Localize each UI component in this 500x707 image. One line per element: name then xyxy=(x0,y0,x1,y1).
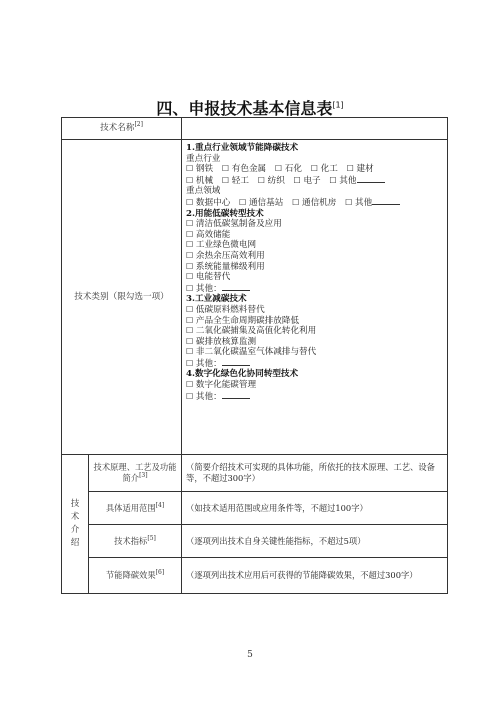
checkbox-icon[interactable]: ☐ xyxy=(274,164,283,174)
checkbox-icon[interactable]: ☐ xyxy=(329,175,337,185)
checkbox-icon[interactable]: ☐ xyxy=(186,175,194,185)
checkbox-icon[interactable]: ☐ xyxy=(186,197,194,207)
row-label-scope: 具体适用范围[4] xyxy=(89,492,182,525)
fill-blank[interactable] xyxy=(372,197,400,205)
category-1-sub1: 重点行业 xyxy=(186,153,221,164)
row-label-principle: 技术原理、工艺及功能简介[3] xyxy=(89,455,182,492)
category-4-title: 4.数字化绿色化协同转型技术 xyxy=(186,369,299,380)
category-2-option[interactable]: ☐ 工业绿色微电网 xyxy=(186,240,257,251)
checkbox-icon[interactable]: ☐ xyxy=(293,175,301,185)
row-content-scope[interactable]: （如技术适用范围或应用条件等，不超过100字） xyxy=(182,492,448,525)
category-3-option[interactable]: ☐ 其他： xyxy=(186,358,443,370)
fill-blank[interactable] xyxy=(222,283,250,291)
category-1-row1: ☐ 钢铁 ☐ 有色金属 ☐ 石化 ☐ 化工 ☐ 建材 xyxy=(186,164,374,175)
checkbox-icon[interactable]: ☐ xyxy=(186,283,194,293)
checkbox-icon[interactable]: ☐ xyxy=(186,272,194,282)
row-content-principle[interactable]: （简要介绍技术可实现的具体功能，所依托的技术原理、工艺、设备等，不超过300字） xyxy=(182,455,448,492)
tech-type-label: 技术类别（限勾选一项） xyxy=(62,140,182,455)
checkbox-icon[interactable]: ☐ xyxy=(186,358,194,368)
category-1-row2: ☐ 机械 ☐ 轻工 ☐ 纺织 ☐ 电子 ☐ 其他 xyxy=(186,175,443,187)
category-1-row3: ☐ 数据中心 ☐ 通信基站 ☐ 通信机房 ☐ 其他 xyxy=(186,197,443,209)
category-2-option[interactable]: ☐ 系统能量梯级利用 xyxy=(186,261,265,272)
checkbox-icon[interactable]: ☐ xyxy=(310,164,318,174)
row-label-effect: 节能降碳效果[6] xyxy=(89,558,182,594)
row-label-indicators: 技术指标[5] xyxy=(89,525,182,558)
checkbox-icon[interactable]: ☐ xyxy=(186,219,194,229)
category-3-option[interactable]: ☐ 非二氧化碳温室气体减排与替代 xyxy=(186,347,317,358)
checkbox-icon[interactable]: ☐ xyxy=(292,197,300,207)
checkbox-icon[interactable]: ☐ xyxy=(186,240,194,250)
info-table xyxy=(61,117,448,594)
fill-blank[interactable] xyxy=(357,175,385,183)
tech-name-label: 技术名称[2] xyxy=(62,118,182,140)
checkbox-icon[interactable]: ☐ xyxy=(186,250,194,260)
row-content-indicators[interactable]: （逐项列出技术自身关键性能指标，不超过5项） xyxy=(182,525,448,558)
tech-type-options xyxy=(182,140,448,455)
checkbox-icon[interactable]: ☐ xyxy=(186,326,194,336)
category-3-option[interactable]: ☐ 二氧化碳捕集及高值化转化利用 xyxy=(186,326,317,337)
tech-name-field[interactable] xyxy=(182,118,448,140)
category-3-option[interactable]: ☐ 碳排放核算监测 xyxy=(186,336,257,347)
row-content-effect[interactable]: （逐项列出技术应用后可获得的节能降碳效果，不超过300字） xyxy=(182,558,448,594)
checkbox-icon[interactable]: ☐ xyxy=(345,197,353,207)
checkbox-icon[interactable]: ☐ xyxy=(186,304,194,314)
page-title: 四、申报技术基本信息表[1] xyxy=(156,99,344,118)
category-2-option[interactable]: ☐ 其他： xyxy=(186,283,443,295)
checkbox-icon[interactable]: ☐ xyxy=(221,164,230,174)
fill-blank[interactable] xyxy=(222,358,250,366)
checkbox-icon[interactable]: ☐ xyxy=(186,229,194,239)
page-number: 5 xyxy=(247,650,253,660)
category-3-option[interactable]: ☐ 产品全生命周期碳排放降低 xyxy=(186,315,300,326)
checkbox-icon[interactable]: ☐ xyxy=(186,336,194,346)
category-3-option[interactable]: ☐ 低碳原料燃料替代 xyxy=(186,304,265,315)
intro-label: 技术介绍 xyxy=(62,455,89,594)
checkbox-icon[interactable]: ☐ xyxy=(346,164,354,174)
category-2-option[interactable]: ☐ 清洁低碳氢制备及应用 xyxy=(186,219,282,230)
checkbox-icon[interactable]: ☐ xyxy=(186,380,194,390)
category-2-title: 2.用能低碳转型技术 xyxy=(186,208,264,219)
checkbox-icon[interactable]: ☐ xyxy=(186,164,194,174)
category-2-option[interactable]: ☐ 余热余压高效利用 xyxy=(186,250,265,261)
category-2-option[interactable]: ☐ 高效储能 xyxy=(186,229,231,240)
category-1-title: 1.重点行业领域节能降碳技术 xyxy=(186,143,299,153)
checkbox-icon[interactable]: ☐ xyxy=(257,175,265,185)
checkbox-icon[interactable]: ☐ xyxy=(239,197,247,207)
category-3-title: 3.工业减碳技术 xyxy=(186,294,247,305)
checkbox-icon[interactable]: ☐ xyxy=(221,175,230,185)
category-2-option[interactable]: ☐ 电能替代 xyxy=(186,272,231,283)
checkbox-icon[interactable]: ☐ xyxy=(186,347,194,357)
title-footnote: [1] xyxy=(332,100,344,110)
checkbox-icon[interactable]: ☐ xyxy=(186,391,194,401)
category-4-option[interactable]: ☐ 数字化能碳管理 xyxy=(186,380,257,391)
fill-blank[interactable] xyxy=(222,391,250,399)
category-1-sub2: 重点领域 xyxy=(186,186,221,197)
category-4-option[interactable]: ☐ 其他： xyxy=(186,391,443,403)
checkbox-icon[interactable]: ☐ xyxy=(186,261,194,271)
checkbox-icon[interactable]: ☐ xyxy=(186,315,194,325)
